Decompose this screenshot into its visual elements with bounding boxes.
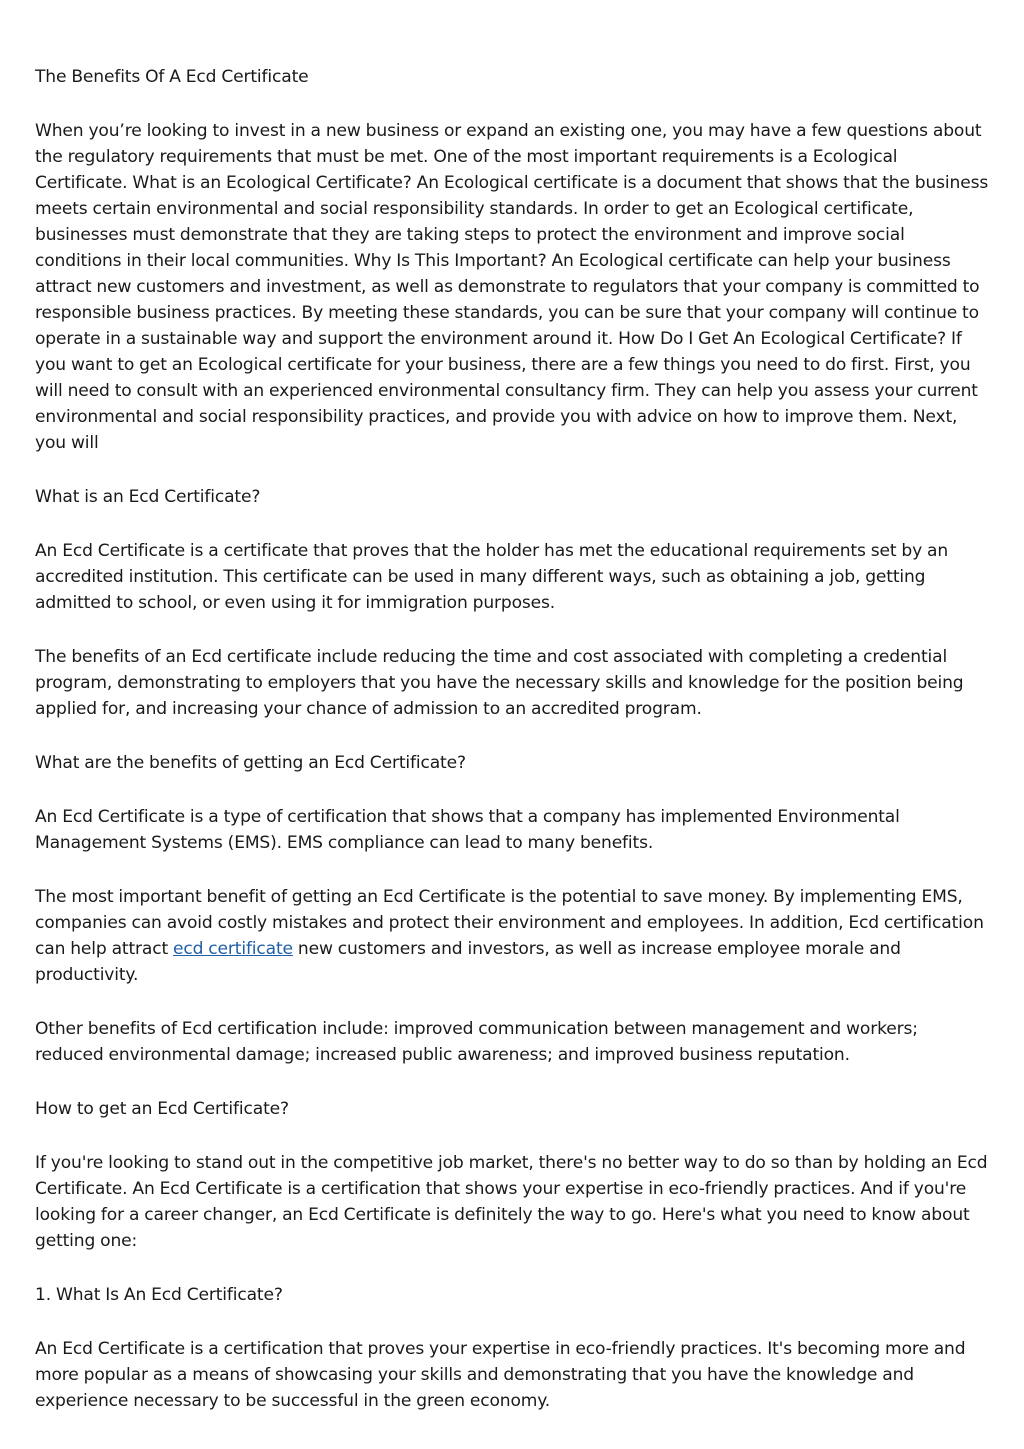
benefits-paragraph-1: An Ecd Certificate is a type of certification that shows that a company has implemented Environmental Management Systems (EMS). EMS compliance can lead to many benefits.: [35, 807, 900, 853]
how-to-get-paragraph-1: If you're looking to stand out in the competitive job market, there's no better way to do so than by holding an Ecd Certificate. An Ecd Certificate is a certification that shows your expertise in eco-friendly practices. And if you're looking for a career changer, an Ecd Certificate is definitely the way to go. Here's what you need to know about getting one:: [35, 1153, 988, 1251]
benefits-paragraph-2: [35, 884, 990, 988]
how-to-get-paragraph-2: An Ecd Certificate is a certification that proves your expertise in eco-friendly practices. It's becoming more and more popular as a means of showcasing your skills and demonstrating that you have the knowledge and experience necessary to be successful in the green economy.: [35, 1339, 966, 1411]
ecd-certificate-link[interactable]: ecd certificate: [173, 939, 293, 959]
benefits-paragraph-2-text-before: The most important benefit of getting an Ecd Certificate is the potential to save money. By implementing EMS, companies can avoid costly mistakes and protect their environment and employees. In addition, Ecd certification can help attract: [35, 887, 984, 959]
benefits-paragraph-3: Other benefits of Ecd certification include: improved communication between management and workers; reduced environmental damage; increased public awareness; and improved business reputation.: [35, 1019, 918, 1065]
benefits-paragraph-2-text-after: new customers and investors, as well as increase employee morale and productivity.: [35, 939, 901, 985]
section-heading-how-to-get: How to get an Ecd Certificate?: [35, 1099, 289, 1119]
section-heading-benefits: What are the benefits of getting an Ecd Certificate?: [35, 753, 466, 773]
section-heading-what-is: What is an Ecd Certificate?: [35, 487, 261, 507]
intro-paragraph: When you’re looking to invest in a new business or expand an existing one, you may have a few questions about the regulatory requirements that must be met. One of the most important requirements is a Ecological Certificate. What is an Ecological Certificate? An Ecological certificate is a document that shows that the business meets certain environmental and social responsibility standards. In order to get an Ecological certificate, businesses must demonstrate that they are taking steps to protect the environment and improve social conditions in their local communities. Why Is This Important? An Ecological certificate can help your business attract new customers and investment, as well as demonstrate to regulators that your company is committed to responsible business practices. By meeting these standards, you can be sure that your company will continue to operate in a sustainable way and support the environment around it. How Do I Get An Ecological Certificate? If you want to get an Ecological certificate for your business, there are a few things you need to do first. First, you will need to consult with an experienced environmental consultancy firm. They can help you assess your current environmental and social responsibility practices, and provide you with advice on how to improve them. Next, you will: [35, 121, 989, 453]
subheading-what-is-ecd: 1. What Is An Ecd Certificate?: [35, 1285, 283, 1305]
what-is-paragraph-2: The benefits of an Ecd certificate include reducing the time and cost associated with completing a credential program, demonstrating to employers that you have the necessary skills and knowledge for the position being applied for, and increasing your chance of admission to an accredited program.: [35, 647, 964, 719]
what-is-paragraph-1: An Ecd Certificate is a certificate that proves that the holder has met the educational requirements set by an accredited institution. This certificate can be used in many different ways, such as obtaining a job, getting admitted to school, or even using it for immigration purposes.: [35, 541, 949, 613]
document-title: The Benefits Of A Ecd Certificate: [35, 67, 309, 87]
